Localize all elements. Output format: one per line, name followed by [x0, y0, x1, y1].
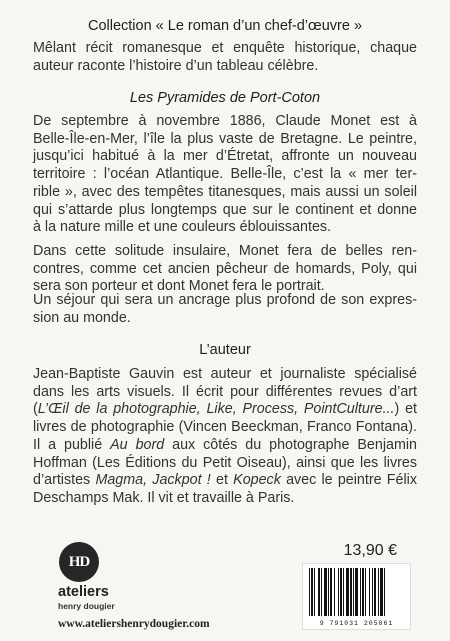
- bio-paren-close: ) et: [394, 401, 417, 418]
- summary-line: rible », avec des tempêtes titanesques, mais aussi un soleil: [33, 183, 417, 200]
- bio-line: [33, 401, 417, 419]
- bio-line: dans les arts visuels. Il écrit pour différentes revues d’art: [33, 383, 417, 400]
- bio-line: Deschamps Mak. Il vit et travaille à Paris.: [33, 489, 295, 506]
- collection-title: Collection « Le roman d’un chef-d’œuvre »: [87, 18, 363, 34]
- barcode: [302, 563, 411, 630]
- summary-paragraph-2: [33, 243, 417, 296]
- intro-line: Mêlant récit romanesque et enquête historique, chaque: [33, 40, 417, 56]
- bio-line: [33, 472, 417, 490]
- summary-paragraph-3: [33, 292, 417, 327]
- publisher-url[interactable]: www.ateliershenrydougier.com: [58, 618, 210, 630]
- summary-paragraph-1: [33, 113, 417, 237]
- publisher-logo-icon: [59, 542, 99, 582]
- intro-line: auteur raconte l’histoire d’un tableau célèbre.: [33, 57, 319, 74]
- summary-line: territoire : l’océan Atlantique. Belle-Île, c’est la « mer ter-: [33, 166, 417, 183]
- summary-line: jusqu’ici habitué à la mer d’Étretat, affronte un nouveau: [33, 148, 417, 165]
- bio-line: livres de photographie (Vincen Beeckman, Franco Fontana).: [33, 419, 417, 436]
- bio-text: d’artistes: [33, 472, 96, 489]
- bio-text: avec le peintre Félix: [280, 472, 417, 489]
- publisher-subname: henry dougier: [58, 601, 115, 611]
- bio-book-title: Kopeck: [233, 472, 281, 489]
- bio-text: Il a publié: [33, 436, 111, 453]
- bio-text: aux côtés du photographe Benjamin: [164, 436, 417, 453]
- summary-line: Un séjour qui sera un ancrage plus profond de son expres-: [33, 292, 417, 308]
- summary-line: Belle-Île-en-Mer, l’île la plus vaste de Bretagne. Le peintre,: [33, 130, 417, 147]
- bio-text: et: [210, 472, 234, 489]
- summary-line: sera son porteur et dont Monet fera le portrait.: [33, 278, 325, 295]
- barcode-bars-icon: [307, 568, 406, 616]
- summary-line: De septembre à novembre 1886, Claude Monet est à: [33, 113, 417, 129]
- summary-line: sion au monde.: [33, 309, 131, 326]
- bio-line: [33, 437, 417, 455]
- bio-paren-open: (: [33, 401, 38, 418]
- bio-magazines: L’Œil de la photographie, Like, Process, PointCulture...: [37, 401, 395, 418]
- barcode-number: 9 791031 205861: [319, 620, 394, 627]
- bio-line: Jean-Baptiste Gauvin est auteur et journaliste spécialisé: [33, 366, 417, 382]
- summary-line: qui s’attarde plus longtemps que sur le continent et donne: [33, 201, 417, 218]
- collection-intro: [33, 40, 417, 75]
- book-title: Les Pyramides de Port-Coton: [129, 90, 321, 106]
- publisher-logo-text: HD: [68, 553, 90, 570]
- author-bio: [33, 366, 417, 508]
- bio-line: Hoffman (Les Éditions du Petit Oiseau), ainsi que les livres: [33, 454, 417, 471]
- bio-book-title: Au bord: [110, 436, 165, 453]
- bio-book-title: Magma, Jackpot !: [95, 472, 211, 489]
- publisher-name: ateliers: [58, 584, 109, 600]
- summary-line: à la nature mille et une couleurs éblouissantes.: [33, 219, 332, 236]
- summary-line: Dans cette solitude insulaire, Monet fera de belles ren-: [33, 243, 417, 259]
- price-label: 13,90 €: [343, 542, 397, 559]
- author-heading: L’auteur: [199, 342, 251, 358]
- summary-line: contres, comme cet ancien pêcheur de homards, Poly, qui: [33, 260, 417, 277]
